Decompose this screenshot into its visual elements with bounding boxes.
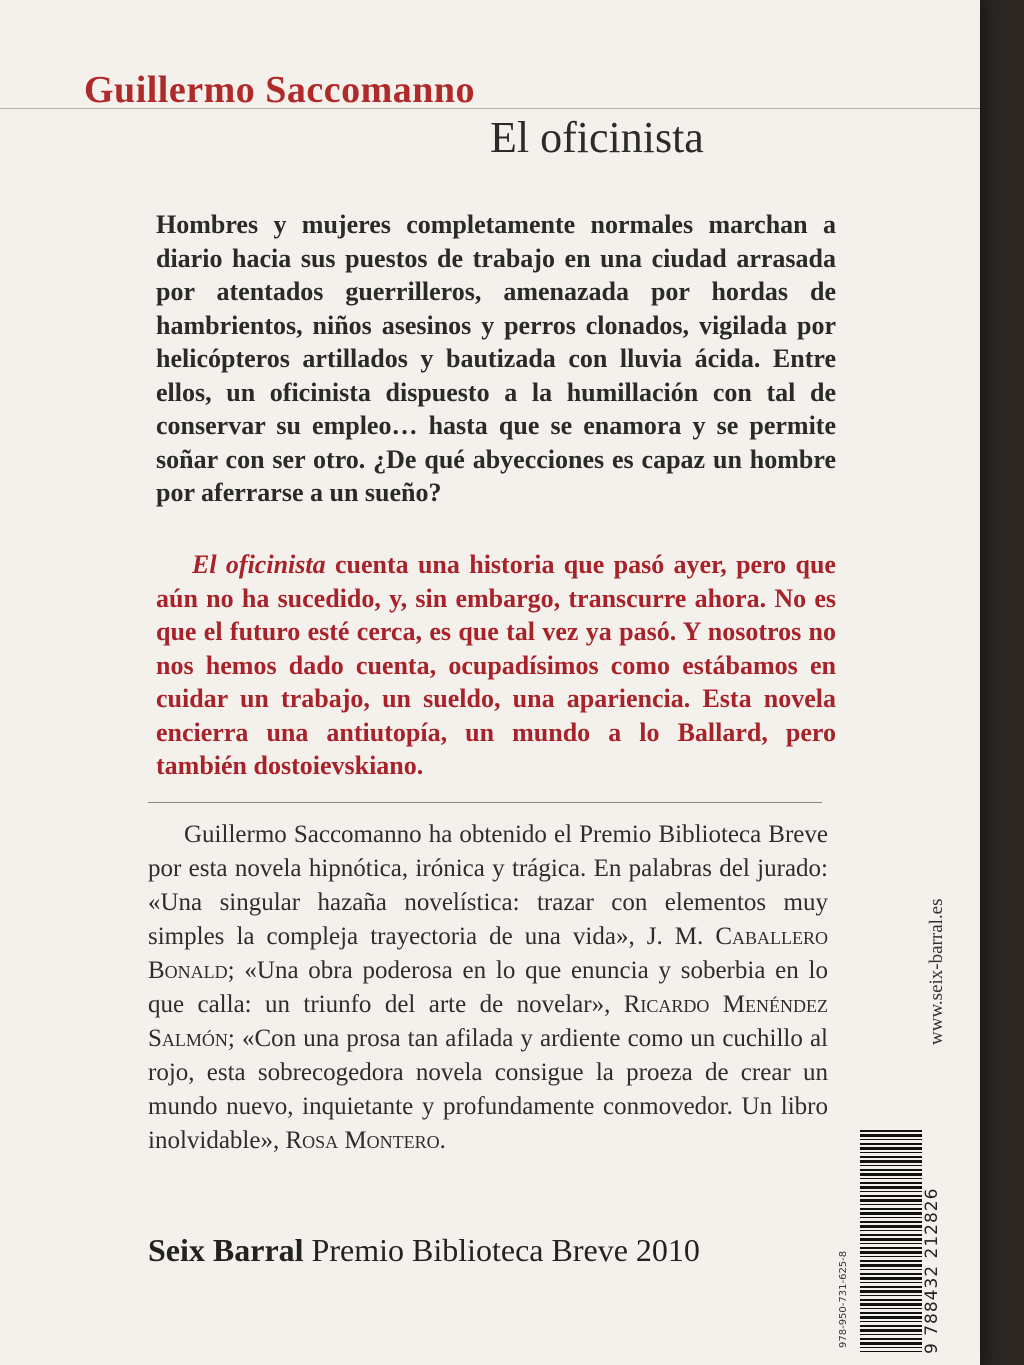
critic-name: Rosa Montero [285, 1127, 440, 1154]
publisher-name: Seix Barral [148, 1232, 304, 1268]
award-name: Premio Biblioteca Breve 2010 [303, 1232, 700, 1268]
book-title: El oficinista [490, 113, 704, 162]
critic-name: J. M. Caballero Bonald [148, 923, 828, 984]
award-end: . [439, 1127, 446, 1154]
barcode-number: 9 788432 212826 [922, 1187, 942, 1354]
author-name: Guillermo Saccomanno [84, 69, 476, 111]
synopsis-paragraph: Hombres y mujeres completamente normales marchan a diario hacia sus puestos de trabajo en una ciudad arrasada por atentados guerrilleros, amenazada por hordas de hambrientos, niños asesinos y perros clonados, vigilada por helicópteros artillados y bautizada con lluvia ácida. Entre ellos, un oficinista dispuesto a la humillación con tal de conservar su empleo… hasta que se enamora y se permite soñar con ser otro. ¿De qué abyecciones es capaz un hombre por aferrarse a un sueño? [156, 210, 836, 507]
barcode-icon [860, 1130, 922, 1352]
award-quote: ; «Con una prosa tan afilada y ardiente como un cuchillo al rojo, esta sobrecogedora novela consigue la proeza de crear un mundo nuevo, inquietante y profundamente conmovedor. Un libro inolvidable», [148, 1025, 828, 1154]
isbn-label: 978-950-731-625-8 [838, 1250, 849, 1348]
award-paragraph [148, 818, 828, 1158]
award-intro: Guillermo Saccomanno ha obtenido el Premio Biblioteca Breve por esta novela hipnótica, irónica y trágica. En palabras del jurado: «Una singular hazaña novelística: trazar con elementos muy simples la compleja trayectoria de una vida», [148, 821, 828, 950]
publisher-website: www.seix-barral.es [926, 898, 947, 1045]
award-quote: ; «Una obra poderosa en lo que enuncia y soberbia en lo que calla: un triunfo del arte de novelar», [148, 957, 828, 1018]
section-divider [148, 802, 822, 803]
commentary-paragraph [156, 548, 836, 783]
critic-name: Ricardo Menéndez Salmón [148, 991, 828, 1052]
commentary-text: cuenta una historia que pasó ayer, pero que aún no ha sucedido, y, sin embargo, transcurre ahora. No es que el futuro esté cerca, es que tal vez ya pasó. Y nosotros no nos hemos dado cuenta, ocupadísimos como estábamos en cuidar un trabajo, un sueldo, una apariencia. Esta novela encierra una antiutopía, un mundo a lo Ballard, pero también dostoievskiano. [156, 550, 836, 780]
inline-book-title: El oficinista [192, 550, 326, 579]
publisher-footer [148, 1232, 700, 1269]
